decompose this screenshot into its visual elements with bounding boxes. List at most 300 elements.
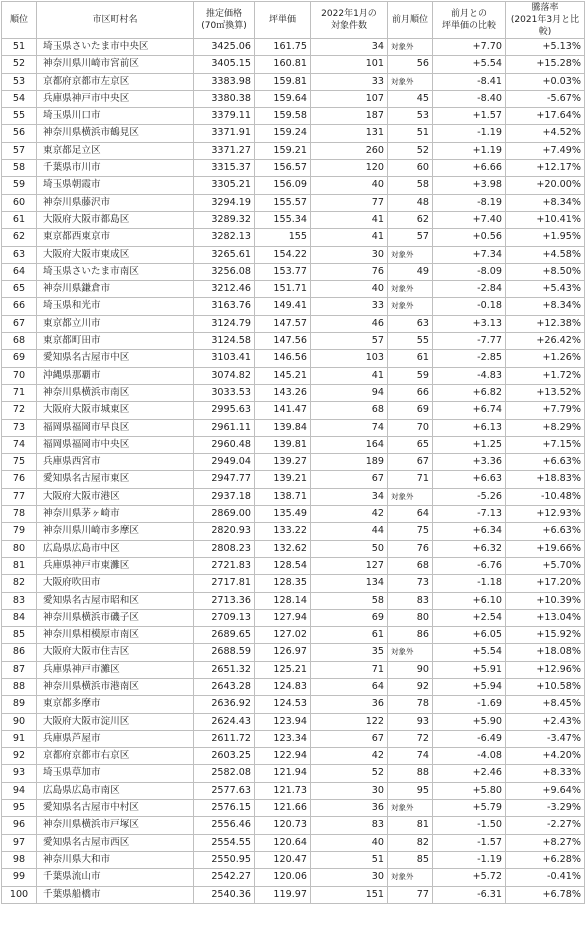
tsubo-cell: 120.47 — [255, 851, 311, 868]
rate-cell: +1.95% — [506, 229, 585, 246]
mom-cell: -7.13 — [433, 506, 506, 523]
prev-rank-cell: 70 — [388, 419, 433, 436]
price-cell: 2937.18 — [194, 488, 255, 505]
rank-cell: 58 — [2, 160, 37, 177]
prev-rank-cell: 78 — [388, 696, 433, 713]
rank-cell: 55 — [2, 108, 37, 125]
mom-cell: -6.49 — [433, 730, 506, 747]
rate-cell: +12.17% — [506, 160, 585, 177]
table-row — [2, 627, 585, 644]
table-row — [2, 575, 585, 592]
rank-cell: 56 — [2, 125, 37, 142]
count-cell: 44 — [311, 523, 388, 540]
prev-rank-cell: 92 — [388, 678, 433, 695]
mom-cell: +6.05 — [433, 627, 506, 644]
price-cell: 3265.61 — [194, 246, 255, 263]
count-cell: 36 — [311, 800, 388, 817]
rank-cell: 85 — [2, 627, 37, 644]
rank-cell: 64 — [2, 263, 37, 280]
city-cell: 埼玉県さいたま市中央区 — [37, 39, 194, 56]
rate-cell: +8.34% — [506, 194, 585, 211]
rank-cell: 68 — [2, 333, 37, 350]
tsubo-cell: 156.57 — [255, 160, 311, 177]
prev-rank-cell: 76 — [388, 540, 433, 557]
table-row — [2, 817, 585, 834]
count-cell: 58 — [311, 592, 388, 609]
price-cell: 2577.63 — [194, 782, 255, 799]
count-cell: 40 — [311, 177, 388, 194]
rank-cell: 78 — [2, 506, 37, 523]
table-row — [2, 229, 585, 246]
city-cell: 兵庫県西宮市 — [37, 454, 194, 471]
price-cell: 3371.27 — [194, 142, 255, 159]
header-city: 市区町村名 — [37, 2, 194, 39]
price-cell: 2582.08 — [194, 765, 255, 782]
prev-rank-cell: 66 — [388, 384, 433, 401]
rate-cell: +8.29% — [506, 419, 585, 436]
mom-cell: -1.18 — [433, 575, 506, 592]
prev-rank-cell: 69 — [388, 402, 433, 419]
count-cell: 30 — [311, 869, 388, 886]
price-cell: 2869.00 — [194, 506, 255, 523]
prev-rank-cell: 59 — [388, 367, 433, 384]
tsubo-cell: 155.57 — [255, 194, 311, 211]
tsubo-cell: 135.49 — [255, 506, 311, 523]
prev-rank-cell: 51 — [388, 125, 433, 142]
table-row — [2, 350, 585, 367]
count-cell: 40 — [311, 281, 388, 298]
tsubo-cell: 155 — [255, 229, 311, 246]
prev-rank-cell: 83 — [388, 592, 433, 609]
table-row — [2, 540, 585, 557]
count-cell: 41 — [311, 211, 388, 228]
count-cell: 35 — [311, 644, 388, 661]
count-cell: 260 — [311, 142, 388, 159]
city-cell: 大阪府吹田市 — [37, 575, 194, 592]
price-cell: 2947.77 — [194, 471, 255, 488]
count-cell: 164 — [311, 436, 388, 453]
city-cell: 神奈川県相模原市南区 — [37, 627, 194, 644]
count-cell: 68 — [311, 402, 388, 419]
prev-rank-cell: 61 — [388, 350, 433, 367]
count-cell: 127 — [311, 557, 388, 574]
count-cell: 33 — [311, 298, 388, 315]
tsubo-cell: 124.83 — [255, 678, 311, 695]
tsubo-cell: 147.57 — [255, 315, 311, 332]
tsubo-cell: 128.35 — [255, 575, 311, 592]
city-cell: 埼玉県さいたま市南区 — [37, 263, 194, 280]
rate-cell: +7.49% — [506, 142, 585, 159]
prev-rank-cell: 88 — [388, 765, 433, 782]
rank-cell: 77 — [2, 488, 37, 505]
tsubo-cell: 155.34 — [255, 211, 311, 228]
price-cell: 3294.19 — [194, 194, 255, 211]
rank-cell: 76 — [2, 471, 37, 488]
rate-cell: +17.64% — [506, 108, 585, 125]
mom-cell: +7.70 — [433, 39, 506, 56]
price-cell: 2643.28 — [194, 678, 255, 695]
mom-cell: -8.40 — [433, 90, 506, 107]
rate-cell: +12.93% — [506, 506, 585, 523]
table-row — [2, 177, 585, 194]
prev-rank-cell: 74 — [388, 748, 433, 765]
count-cell: 83 — [311, 817, 388, 834]
prev-rank-cell: 53 — [388, 108, 433, 125]
mom-cell: +6.34 — [433, 523, 506, 540]
mom-cell: +0.56 — [433, 229, 506, 246]
count-cell: 41 — [311, 367, 388, 384]
prev-rank-cell: 45 — [388, 90, 433, 107]
mom-cell: +3.36 — [433, 454, 506, 471]
tsubo-cell: 128.14 — [255, 592, 311, 609]
rank-cell: 63 — [2, 246, 37, 263]
price-cell: 3380.38 — [194, 90, 255, 107]
city-cell: 神奈川県横浜市鶴見区 — [37, 125, 194, 142]
prev-rank-cell: 対象外 — [388, 39, 433, 56]
mom-cell: +6.32 — [433, 540, 506, 557]
count-cell: 67 — [311, 730, 388, 747]
city-cell: 兵庫県芦屋市 — [37, 730, 194, 747]
mom-cell: +7.34 — [433, 246, 506, 263]
count-cell: 50 — [311, 540, 388, 557]
tsubo-cell: 132.62 — [255, 540, 311, 557]
prev-rank-cell: 93 — [388, 713, 433, 730]
rate-cell: +7.15% — [506, 436, 585, 453]
rank-cell: 100 — [2, 886, 37, 903]
city-cell: 大阪府大阪市東成区 — [37, 246, 194, 263]
rate-cell: -0.41% — [506, 869, 585, 886]
rank-cell: 59 — [2, 177, 37, 194]
table-row — [2, 263, 585, 280]
rank-cell: 71 — [2, 384, 37, 401]
rate-cell: +7.79% — [506, 402, 585, 419]
tsubo-cell: 127.02 — [255, 627, 311, 644]
rate-cell: +13.04% — [506, 609, 585, 626]
count-cell: 94 — [311, 384, 388, 401]
price-cell: 3282.13 — [194, 229, 255, 246]
count-cell: 187 — [311, 108, 388, 125]
city-cell: 愛知県名古屋市昭和区 — [37, 592, 194, 609]
table-row — [2, 73, 585, 90]
rank-cell: 54 — [2, 90, 37, 107]
count-cell: 131 — [311, 125, 388, 142]
price-cell: 2949.04 — [194, 454, 255, 471]
rate-cell: -3.47% — [506, 730, 585, 747]
city-cell: 東京都足立区 — [37, 142, 194, 159]
prev-rank-cell: 86 — [388, 627, 433, 644]
table-row — [2, 678, 585, 695]
count-cell: 30 — [311, 782, 388, 799]
count-cell: 40 — [311, 834, 388, 851]
count-cell: 52 — [311, 765, 388, 782]
price-cell: 3383.98 — [194, 73, 255, 90]
rate-cell: +2.43% — [506, 713, 585, 730]
city-cell: 愛知県名古屋市中区 — [37, 350, 194, 367]
prev-rank-cell: 90 — [388, 661, 433, 678]
price-cell: 2721.83 — [194, 557, 255, 574]
tsubo-cell: 159.64 — [255, 90, 311, 107]
price-cell: 3315.37 — [194, 160, 255, 177]
rate-cell: +8.33% — [506, 765, 585, 782]
mom-cell: +5.90 — [433, 713, 506, 730]
rank-cell: 90 — [2, 713, 37, 730]
price-cell: 2820.93 — [194, 523, 255, 540]
rate-cell: +5.70% — [506, 557, 585, 574]
mom-cell: +5.80 — [433, 782, 506, 799]
rate-cell: +8.45% — [506, 696, 585, 713]
rate-cell: +15.92% — [506, 627, 585, 644]
rate-cell: +10.39% — [506, 592, 585, 609]
rate-cell: +0.03% — [506, 73, 585, 90]
price-cell: 2550.95 — [194, 851, 255, 868]
prev-rank-cell: 72 — [388, 730, 433, 747]
rank-cell: 80 — [2, 540, 37, 557]
count-cell: 57 — [311, 333, 388, 350]
city-cell: 埼玉県朝霞市 — [37, 177, 194, 194]
header-price: 推定価格 (70㎡換算) — [194, 2, 255, 39]
prev-rank-cell: 対象外 — [388, 644, 433, 661]
table-row — [2, 298, 585, 315]
city-cell: 広島県広島市中区 — [37, 540, 194, 557]
mom-cell: +3.13 — [433, 315, 506, 332]
rank-cell: 96 — [2, 817, 37, 834]
tsubo-cell: 120.64 — [255, 834, 311, 851]
price-cell: 2624.43 — [194, 713, 255, 730]
prev-rank-cell: 49 — [388, 263, 433, 280]
tsubo-cell: 160.81 — [255, 56, 311, 73]
table-row — [2, 765, 585, 782]
rate-cell: +9.64% — [506, 782, 585, 799]
table-row — [2, 160, 585, 177]
city-cell: 兵庫県神戸市灘区 — [37, 661, 194, 678]
table-row — [2, 419, 585, 436]
price-cell: 2713.36 — [194, 592, 255, 609]
rank-cell: 75 — [2, 454, 37, 471]
prev-rank-cell: 73 — [388, 575, 433, 592]
mom-cell: +6.66 — [433, 160, 506, 177]
city-cell: 東京都立川市 — [37, 315, 194, 332]
header-count: 2022年1月の 対象件数 — [311, 2, 388, 39]
table-row — [2, 211, 585, 228]
rank-cell: 83 — [2, 592, 37, 609]
table-row — [2, 246, 585, 263]
city-cell: 神奈川県大和市 — [37, 851, 194, 868]
table-row — [2, 644, 585, 661]
rank-cell: 93 — [2, 765, 37, 782]
mom-cell: -5.26 — [433, 488, 506, 505]
mom-cell: +5.79 — [433, 800, 506, 817]
table-row — [2, 713, 585, 730]
ranking-table — [1, 1, 585, 904]
city-cell: 神奈川県横浜市港南区 — [37, 678, 194, 695]
tsubo-cell: 121.66 — [255, 800, 311, 817]
city-cell: 大阪府大阪市城東区 — [37, 402, 194, 419]
table-row — [2, 886, 585, 903]
price-cell: 2709.13 — [194, 609, 255, 626]
price-cell: 3212.46 — [194, 281, 255, 298]
city-cell: 東京都多摩市 — [37, 696, 194, 713]
tsubo-cell: 139.21 — [255, 471, 311, 488]
tsubo-cell: 159.58 — [255, 108, 311, 125]
rate-cell: +8.34% — [506, 298, 585, 315]
mom-cell: -8.09 — [433, 263, 506, 280]
rate-cell: -10.48% — [506, 488, 585, 505]
city-cell: 大阪府大阪市住吉区 — [37, 644, 194, 661]
rank-cell: 98 — [2, 851, 37, 868]
city-cell: 千葉県市川市 — [37, 160, 194, 177]
tsubo-cell: 139.84 — [255, 419, 311, 436]
rate-cell: -5.67% — [506, 90, 585, 107]
rate-cell: -3.29% — [506, 800, 585, 817]
header-mom: 前月との 坪単価の比較 — [433, 2, 506, 39]
rank-cell: 62 — [2, 229, 37, 246]
table-row — [2, 90, 585, 107]
table-row — [2, 609, 585, 626]
mom-cell: -2.84 — [433, 281, 506, 298]
tsubo-cell: 143.26 — [255, 384, 311, 401]
rate-cell: +18.08% — [506, 644, 585, 661]
prev-rank-cell: 対象外 — [388, 246, 433, 263]
price-cell: 3289.32 — [194, 211, 255, 228]
mom-cell: +3.98 — [433, 177, 506, 194]
city-cell: 東京都町田市 — [37, 333, 194, 350]
count-cell: 36 — [311, 696, 388, 713]
mom-cell: +2.46 — [433, 765, 506, 782]
rate-cell: +17.20% — [506, 575, 585, 592]
price-cell: 2554.55 — [194, 834, 255, 851]
rate-cell: +19.66% — [506, 540, 585, 557]
city-cell: 神奈川県川崎市宮前区 — [37, 56, 194, 73]
price-cell: 3074.82 — [194, 367, 255, 384]
price-cell: 2995.63 — [194, 402, 255, 419]
prev-rank-cell: 85 — [388, 851, 433, 868]
price-cell: 2688.59 — [194, 644, 255, 661]
rate-cell: +15.28% — [506, 56, 585, 73]
mom-cell: +6.82 — [433, 384, 506, 401]
table-row — [2, 557, 585, 574]
tsubo-cell: 127.94 — [255, 609, 311, 626]
prev-rank-cell: 対象外 — [388, 869, 433, 886]
prev-rank-cell: 対象外 — [388, 800, 433, 817]
prev-rank-cell: 対象外 — [388, 73, 433, 90]
tsubo-cell: 159.24 — [255, 125, 311, 142]
prev-rank-cell: 80 — [388, 609, 433, 626]
rank-cell: 60 — [2, 194, 37, 211]
price-cell: 3405.15 — [194, 56, 255, 73]
mom-cell: -1.19 — [433, 125, 506, 142]
table-row — [2, 523, 585, 540]
table-row — [2, 108, 585, 125]
rate-cell: +13.52% — [506, 384, 585, 401]
price-cell: 2603.25 — [194, 748, 255, 765]
table-row — [2, 661, 585, 678]
price-cell: 2611.72 — [194, 730, 255, 747]
count-cell: 189 — [311, 454, 388, 471]
table-row — [2, 782, 585, 799]
rank-cell: 66 — [2, 298, 37, 315]
rank-cell: 70 — [2, 367, 37, 384]
rank-cell: 99 — [2, 869, 37, 886]
table-row — [2, 506, 585, 523]
count-cell: 76 — [311, 263, 388, 280]
price-cell: 2808.23 — [194, 540, 255, 557]
price-cell: 2961.11 — [194, 419, 255, 436]
tsubo-cell: 120.73 — [255, 817, 311, 834]
table-row — [2, 125, 585, 142]
tsubo-cell: 124.53 — [255, 696, 311, 713]
mom-cell: +1.25 — [433, 436, 506, 453]
mom-cell: +5.91 — [433, 661, 506, 678]
count-cell: 151 — [311, 886, 388, 903]
rate-cell: +12.38% — [506, 315, 585, 332]
mom-cell: -8.19 — [433, 194, 506, 211]
header-rank: 順位 — [2, 2, 37, 39]
table-row — [2, 800, 585, 817]
rank-cell: 82 — [2, 575, 37, 592]
count-cell: 33 — [311, 73, 388, 90]
mom-cell: +1.19 — [433, 142, 506, 159]
table-row — [2, 730, 585, 747]
rate-cell: +20.00% — [506, 177, 585, 194]
tsubo-cell: 133.22 — [255, 523, 311, 540]
city-cell: 愛知県名古屋市中村区 — [37, 800, 194, 817]
rate-cell: +6.63% — [506, 454, 585, 471]
rank-cell: 61 — [2, 211, 37, 228]
count-cell: 101 — [311, 56, 388, 73]
rank-cell: 95 — [2, 800, 37, 817]
city-cell: 神奈川県横浜市磯子区 — [37, 609, 194, 626]
rank-cell: 87 — [2, 661, 37, 678]
rank-cell: 72 — [2, 402, 37, 419]
table-row — [2, 39, 585, 56]
price-cell: 2960.48 — [194, 436, 255, 453]
mom-cell: -0.18 — [433, 298, 506, 315]
rank-cell: 86 — [2, 644, 37, 661]
mom-cell: +6.74 — [433, 402, 506, 419]
count-cell: 42 — [311, 506, 388, 523]
price-cell: 3305.21 — [194, 177, 255, 194]
table-row — [2, 851, 585, 868]
mom-cell: +1.57 — [433, 108, 506, 125]
count-cell: 64 — [311, 678, 388, 695]
rate-cell: +4.20% — [506, 748, 585, 765]
city-cell: 東京都西東京市 — [37, 229, 194, 246]
mom-cell: -2.85 — [433, 350, 506, 367]
rate-cell: +6.28% — [506, 851, 585, 868]
count-cell: 69 — [311, 609, 388, 626]
city-cell: 神奈川県藤沢市 — [37, 194, 194, 211]
mom-cell: +5.54 — [433, 56, 506, 73]
rate-cell: -2.27% — [506, 817, 585, 834]
city-cell: 神奈川県鎌倉市 — [37, 281, 194, 298]
prev-rank-cell: 対象外 — [388, 488, 433, 505]
prev-rank-cell: 55 — [388, 333, 433, 350]
count-cell: 67 — [311, 471, 388, 488]
price-cell: 2540.36 — [194, 886, 255, 903]
tsubo-cell: 145.21 — [255, 367, 311, 384]
tsubo-cell: 154.22 — [255, 246, 311, 263]
city-cell: 京都府京都市右京区 — [37, 748, 194, 765]
prev-rank-cell: 58 — [388, 177, 433, 194]
rate-cell: +4.58% — [506, 246, 585, 263]
rate-cell: +1.72% — [506, 367, 585, 384]
rank-cell: 52 — [2, 56, 37, 73]
count-cell: 134 — [311, 575, 388, 592]
price-cell: 2556.46 — [194, 817, 255, 834]
price-cell: 3124.58 — [194, 333, 255, 350]
rate-cell: +4.52% — [506, 125, 585, 142]
rank-cell: 79 — [2, 523, 37, 540]
